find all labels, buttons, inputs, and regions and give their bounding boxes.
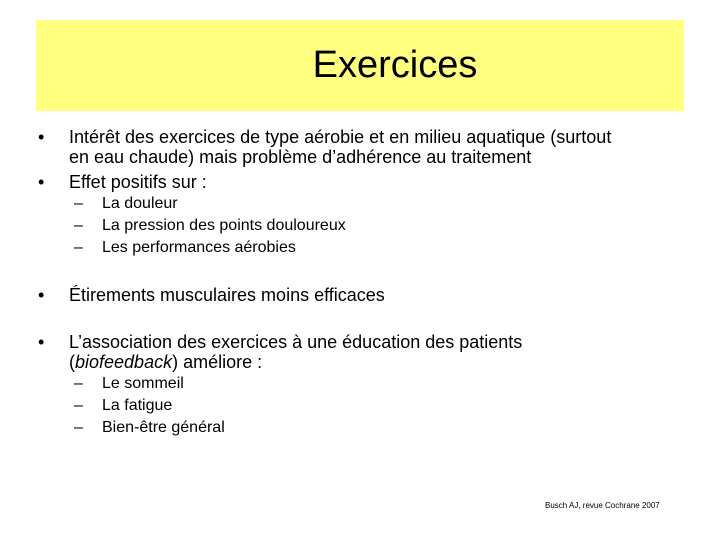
sub-bullet-text: La fatigue [102, 397, 173, 414]
bullet-text-rest: ) améliore : [172, 352, 263, 372]
biofeedback-term: biofeedback [75, 352, 173, 372]
bullet-text [69, 127, 689, 167]
bullet-text-line: L’association des exercices à une éducation des patients [69, 332, 523, 352]
bullet-text-line: en eau chaude) mais problème d’adhérence au traitement [69, 147, 532, 167]
slide-title: Exercices [312, 44, 478, 86]
sub-bullet-marker: – [74, 419, 83, 436]
bullet-text [69, 332, 689, 372]
sub-bullet-text: Bien-être général [102, 419, 225, 436]
sub-bullet-marker: – [74, 239, 83, 256]
bullet-text-line: Intérêt des exercices de type aérobie et en milieu aquatique (surtout [69, 127, 612, 147]
bullet-marker: • [38, 172, 45, 192]
sub-bullet-marker: – [74, 217, 83, 234]
sub-bullet-text: Les performances aérobies [102, 239, 296, 256]
bullet-text: Étirements musculaires moins efficaces [69, 285, 385, 305]
bullet-text: Effet positifs sur : [69, 172, 207, 192]
bullet-marker: • [38, 285, 45, 305]
sub-bullet-text: La douleur [102, 195, 178, 212]
bullet-marker: • [38, 127, 45, 147]
sub-bullet-marker: – [74, 397, 83, 414]
citation: Busch AJ, revue Cochrane 2007 [545, 501, 660, 510]
sub-bullet-marker: – [74, 195, 83, 212]
sub-bullet-marker: – [74, 375, 83, 392]
sub-bullet-text: La pression des points douloureux [102, 217, 346, 234]
sub-bullet-text: Le sommeil [102, 375, 184, 392]
paren-open: ( [69, 352, 75, 372]
bullet-marker: • [38, 332, 45, 352]
